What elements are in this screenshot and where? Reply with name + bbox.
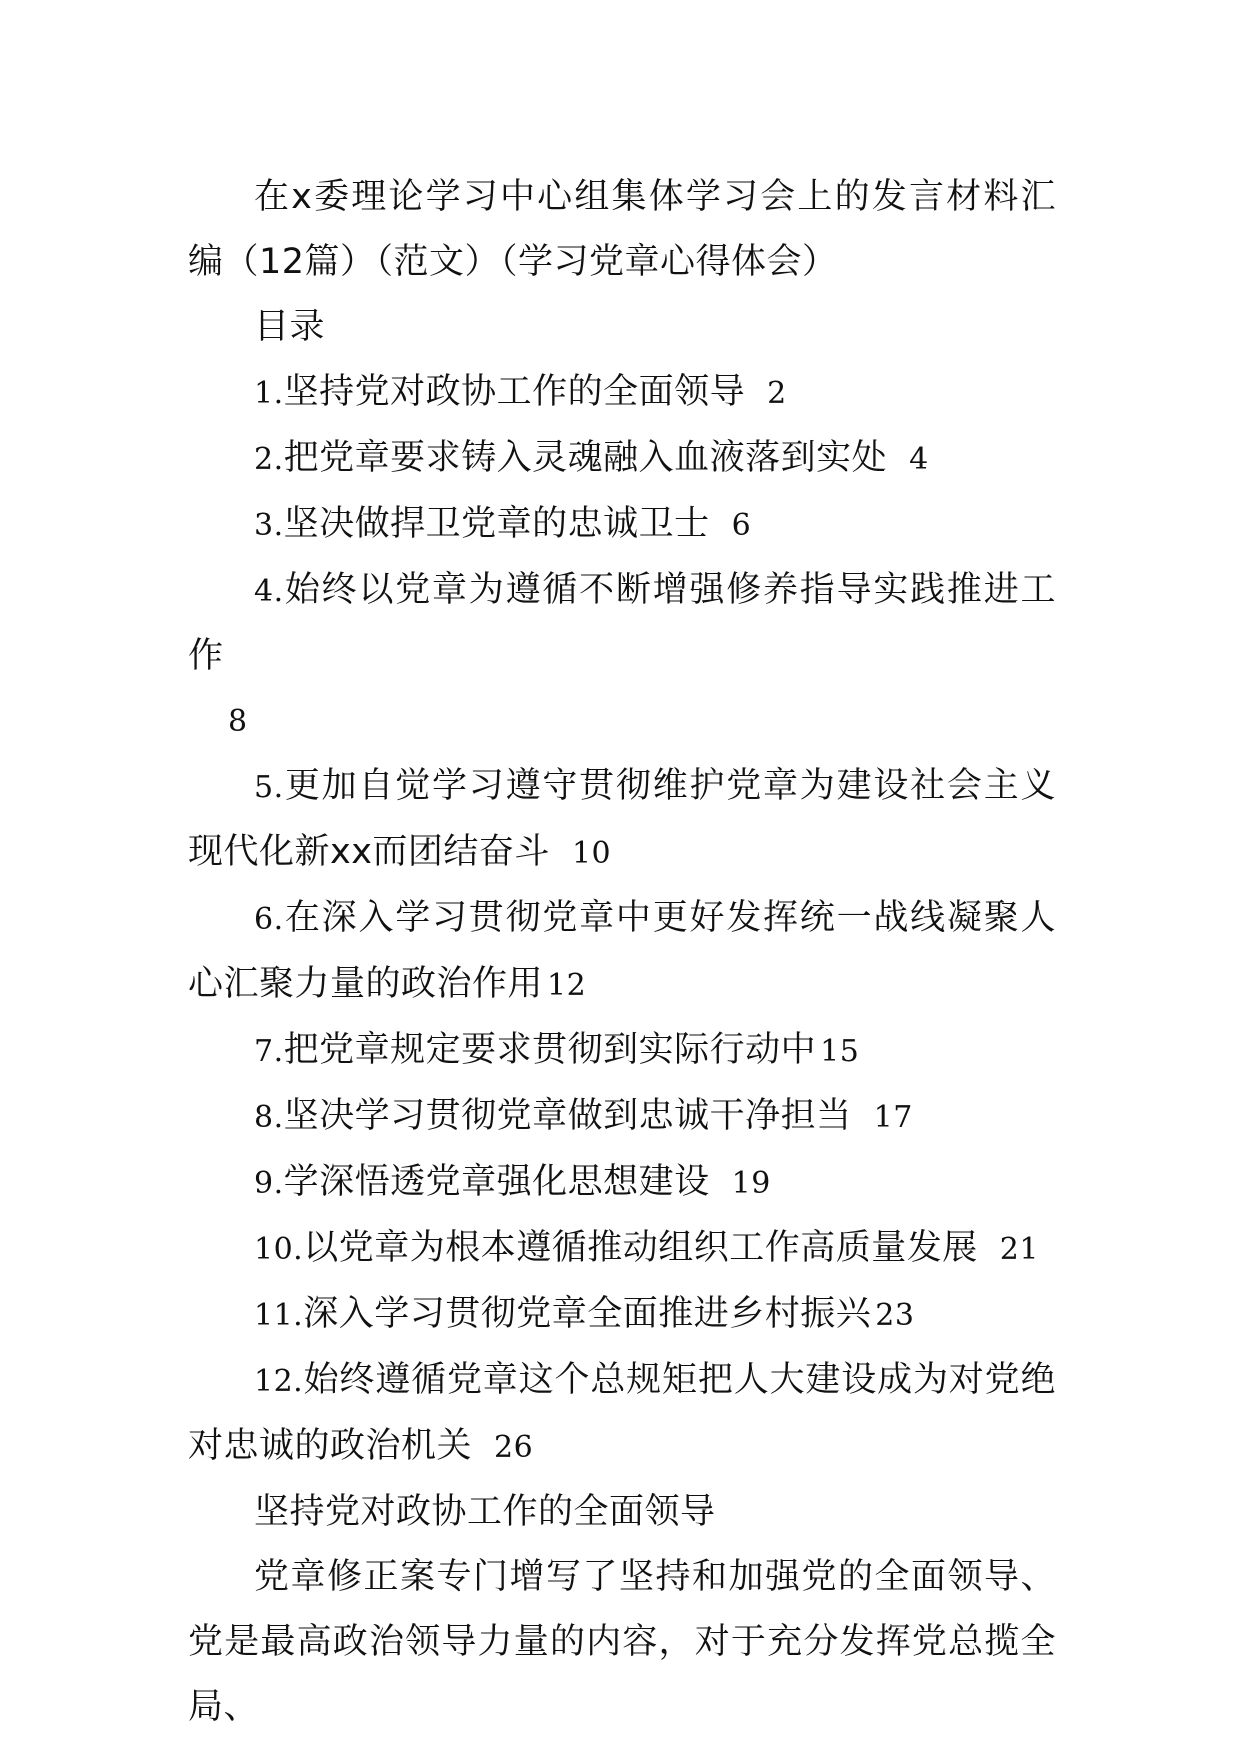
toc-item-number: 7. <box>254 1034 284 1069</box>
toc-item[interactable] <box>188 886 1056 1018</box>
toc-item-text: 坚决做捍卫党章的忠诚卫士 <box>283 504 710 544</box>
toc-item[interactable] <box>188 1084 1056 1150</box>
section-title: 坚持党对政协工作的全面领导 <box>254 1492 716 1532</box>
toc-item-text: 坚决学习贯彻党章做到忠诚干净担当 <box>283 1096 852 1136</box>
document-content <box>188 165 1056 1740</box>
toc-item-number: 6. <box>254 902 284 937</box>
toc-item-text: 把党章要求铸入灵魂融入血液落到实处 <box>283 438 888 478</box>
toc-item-text: 以党章为根本遵循推动组织工作高质量发展 <box>303 1228 978 1268</box>
toc-item-number: 3. <box>254 508 284 543</box>
toc-item[interactable] <box>188 492 1056 558</box>
toc-item-page: 12 <box>547 968 587 1003</box>
toc-item[interactable] <box>188 1018 1056 1084</box>
toc-item-page: 26 <box>494 1430 534 1465</box>
toc-item-number: 10. <box>254 1232 304 1267</box>
toc-item-number: 2. <box>254 442 284 477</box>
toc-item-number: 1. <box>254 376 284 411</box>
toc-item[interactable] <box>188 1216 1056 1282</box>
toc-item-text: 在深入学习贯彻党章中更好发挥统一战线凝聚人心汇聚力量的政治作用 <box>188 898 1056 1004</box>
toc-item[interactable] <box>188 1348 1056 1480</box>
toc-item-text: 把党章规定要求贯彻到实际行动中 <box>283 1030 817 1070</box>
toc-item-page: 8 <box>228 704 248 739</box>
toc-item[interactable] <box>188 426 1056 492</box>
toc-item-text: 始终以党章为遵循不断增强修养指导实践推进工作 <box>188 570 1056 676</box>
body-paragraph: 党章修正案专门增写了坚持和加强党的全面领导、党是最高政治领导力量的内容，对于充分发挥党总揽全局、 <box>188 1557 1056 1727</box>
toc-item-text: 始终遵循党章这个总规矩把人大建设成为对党绝对忠诚的政治机关 <box>188 1360 1056 1466</box>
toc-item-number: 5. <box>254 770 284 805</box>
toc-item-page: 15 <box>820 1034 860 1069</box>
toc-item-page: 6 <box>731 508 752 543</box>
toc-item-number: 12. <box>254 1364 304 1399</box>
toc-item-number: 8. <box>254 1100 284 1135</box>
toc-item-page: 10 <box>571 836 612 871</box>
toc-item-text: 深入学习贯彻党章全面推进乡村振兴 <box>303 1294 872 1334</box>
toc-item-number: 11. <box>254 1298 304 1333</box>
toc-item[interactable] <box>188 1282 1056 1348</box>
toc-item-page: 23 <box>875 1298 915 1333</box>
toc-item[interactable] <box>188 1150 1056 1216</box>
toc-item-page: 19 <box>731 1166 771 1201</box>
document-title: 在x委理论学习中心组集体学习会上的发言材料汇编（12篇）（范文）（学习党章心得体会） <box>188 177 1056 282</box>
toc-item-text: 更加自觉学习遵守贯彻维护党章为建设社会主义现代化新xx而团结奋斗 <box>188 766 1056 872</box>
toc-item-page: 21 <box>999 1232 1039 1267</box>
toc-item-page: 2 <box>767 376 787 411</box>
toc-item[interactable] <box>188 754 1056 886</box>
toc-item[interactable] <box>188 360 1056 426</box>
toc-heading: 目录 <box>254 307 326 347</box>
toc-item-text: 坚持党对政协工作的全面领导 <box>283 372 746 412</box>
toc-item-text: 学深悟透党章强化思想建设 <box>283 1162 710 1202</box>
toc-item-page: 4 <box>909 442 929 477</box>
toc-item-number: 9. <box>254 1166 284 1201</box>
toc-item-page: 17 <box>873 1100 913 1135</box>
toc-item[interactable] <box>188 558 1056 754</box>
toc-item-number: 4. <box>254 574 284 609</box>
